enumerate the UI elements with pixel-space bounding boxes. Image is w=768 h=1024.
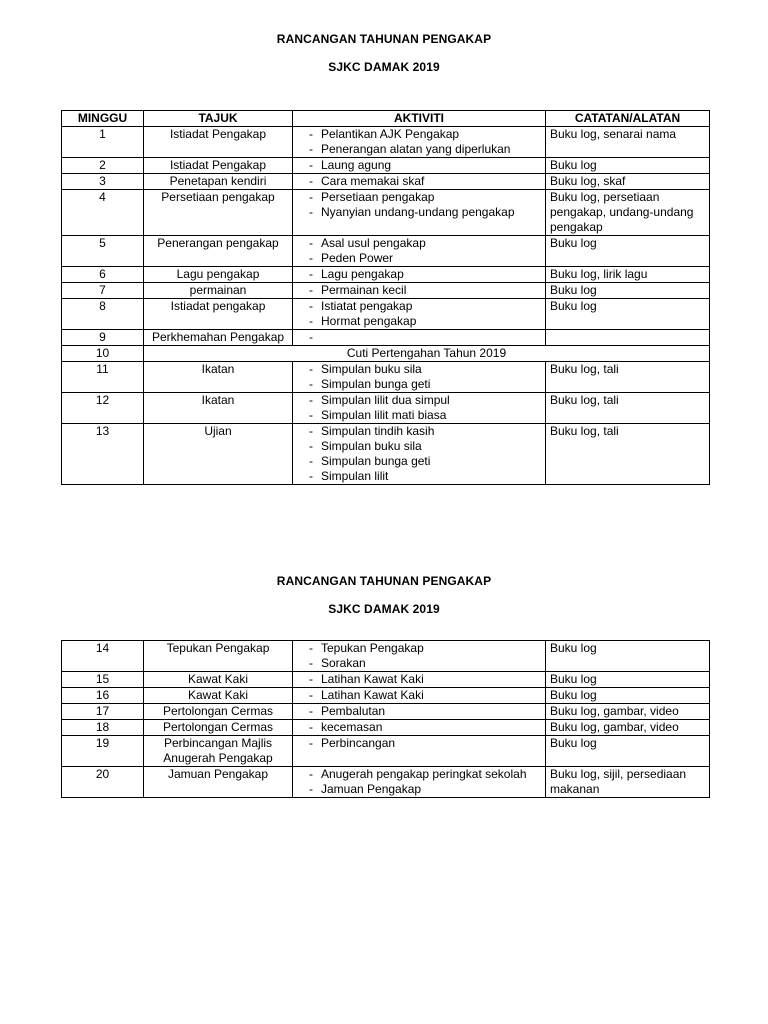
table-row [62,704,710,720]
activity-text: Perbincangan [321,736,396,750]
activity-item [297,424,541,439]
table-row [62,190,710,236]
header-tajuk: TAJUK [144,111,293,127]
activity-item [297,362,541,377]
cell-aktiviti [293,236,546,267]
cell-tajuk: Kawat Kaki [144,688,293,704]
cell-tajuk: Penetapan kendiri [144,174,293,190]
cell-tajuk: Ikatan [144,393,293,424]
table-body [62,641,710,798]
activity-item [297,393,541,408]
activity-item [297,330,541,345]
table-row [62,236,710,267]
bullet-dash: - [309,408,313,422]
cell-tajuk: Jamuan Pengakap [144,767,293,798]
cell-tajuk: Perkhemahan Pengakap [144,330,293,346]
activity-text: Permainan kecil [321,283,407,297]
table-row [62,736,710,767]
cell-minggu: 3 [62,174,144,190]
activity-item [297,251,541,266]
cell-aktiviti [293,283,546,299]
cell-catatan: Buku log [546,158,710,174]
cell-tajuk: Istiadat Pengakap [144,158,293,174]
bullet-dash: - [309,424,313,438]
bullet-dash: - [309,672,313,686]
activity-text: Pembalutan [321,704,386,718]
bullet-dash: - [309,782,313,796]
table-row [62,158,710,174]
cell-tajuk: Pertolongan Cermas [144,720,293,736]
cell-minggu: 10 [62,346,144,362]
header-aktiviti: AKTIVITI [293,111,546,127]
cell-minggu: 17 [62,704,144,720]
cell-aktiviti [293,330,546,346]
activity-item [297,142,541,157]
bullet-dash: - [309,283,313,297]
activity-text: Laung agung [321,158,392,172]
activity-item [297,283,541,298]
cell-minggu: 15 [62,672,144,688]
bullet-dash: - [309,377,313,391]
cell-tajuk: Tepukan Pengakap [144,641,293,672]
activity-item [297,236,541,251]
bullet-dash: - [309,330,313,344]
bullet-dash: - [309,393,313,407]
activity-item [297,127,541,142]
page-title: RANCANGAN TAHUNAN PENGAKAP [276,32,492,46]
cell-catatan: Buku log, gambar, video [546,720,710,736]
activity-text: Anugerah pengakap peringkat sekolah [321,767,527,781]
activity-text: Simpulan buku sila [321,439,422,453]
cell-tajuk: permainan [144,283,293,299]
bullet-dash: - [309,454,313,468]
cell-minggu: 5 [62,236,144,267]
cell-aktiviti [293,704,546,720]
cell-aktiviti [293,767,546,798]
cell-minggu: 11 [62,362,144,393]
bullet-dash: - [309,236,313,250]
activity-text: Istiatat pengakap [321,299,413,313]
activity-item [297,454,541,469]
bullet-dash: - [309,704,313,718]
activity-item [297,267,541,282]
activity-text: Latihan Kawat Kaki [321,672,424,686]
activity-text: Simpulan buku sila [321,362,422,376]
activity-item [297,641,541,656]
cell-tajuk: Istiadat pengakap [144,299,293,330]
cell-tajuk: Lagu pengakap [144,267,293,283]
bullet-dash: - [309,688,313,702]
activity-text: Cara memakai skaf [321,174,425,188]
cell-minggu: 14 [62,641,144,672]
activity-item [297,672,541,687]
activity-item [297,736,541,751]
table-row [62,672,710,688]
cell-minggu: 8 [62,299,144,330]
activity-text: Latihan Kawat Kaki [321,688,424,702]
cell-catatan: Buku log [546,736,710,767]
activity-item [297,205,541,220]
cell-catatan: Buku log, persetiaan pengakap, undang-undang pengakap [546,190,710,236]
cell-minggu: 6 [62,267,144,283]
cell-catatan: Buku log [546,688,710,704]
activity-text: Simpulan lilit [321,469,389,483]
cell-tajuk: Istiadat Pengakap [144,127,293,158]
table-row [62,346,710,362]
cell-aktiviti [293,424,546,485]
activity-item [297,767,541,782]
page-subtitle: SJKC DAMAK 2019 [328,60,440,74]
cell-merged-note: Cuti Pertengahan Tahun 2019 [144,346,710,362]
plan-table-2 [61,640,710,798]
cell-catatan: Buku log, lirik lagu [546,267,710,283]
table-row [62,330,710,346]
cell-aktiviti [293,641,546,672]
bullet-dash: - [309,641,313,655]
cell-catatan: Buku log, sijil, persediaan makanan [546,767,710,798]
activity-text: Nyanyian undang-undang pengakap [321,205,515,219]
activity-item [297,314,541,329]
bullet-dash: - [309,362,313,376]
table-body [62,127,710,485]
bullet-dash: - [309,767,313,781]
cell-aktiviti [293,736,546,767]
bullet-dash: - [309,205,313,219]
activity-text: Pelantikan AJK Pengakap [321,127,460,141]
table-row [62,767,710,798]
page-title: RANCANGAN TAHUNAN PENGAKAP [276,574,492,588]
table-row [62,299,710,330]
cell-catatan: Buku log, tali [546,362,710,393]
activity-text: Jamuan Pengakap [321,782,422,796]
cell-tajuk: Pertolongan Cermas [144,704,293,720]
activity-text: Simpulan lilit dua simpul [321,393,450,407]
cell-catatan: Buku log [546,283,710,299]
cell-minggu: 9 [62,330,144,346]
cell-aktiviti [293,299,546,330]
activity-item [297,782,541,797]
table-header-row [62,111,710,127]
header-minggu: MINGGU [62,111,144,127]
activity-item [297,656,541,671]
activity-item [297,469,541,484]
activity-text: Simpulan tindih kasih [321,424,435,438]
header-catatan: CATATAN/ALATAN [546,111,710,127]
cell-catatan: Buku log, senarai nama [546,127,710,158]
cell-aktiviti [293,267,546,283]
cell-catatan: Buku log [546,236,710,267]
table-row [62,127,710,158]
table-row [62,688,710,704]
activity-item [297,377,541,392]
cell-catatan: Buku log, gambar, video [546,704,710,720]
cell-catatan: Buku log, tali [546,424,710,485]
activity-item [297,704,541,719]
cell-aktiviti [293,393,546,424]
table-row [62,424,710,485]
activity-text: Sorakan [321,656,366,670]
activity-text: Simpulan lilit mati biasa [321,408,447,422]
activity-text: Asal usul pengakap [321,236,426,250]
bullet-dash: - [309,299,313,313]
bullet-dash: - [309,174,313,188]
activity-item [297,408,541,423]
bullet-dash: - [309,127,313,141]
cell-minggu: 12 [62,393,144,424]
cell-minggu: 16 [62,688,144,704]
cell-aktiviti [293,362,546,393]
bullet-dash: - [309,469,313,483]
cell-minggu: 4 [62,190,144,236]
activity-item [297,720,541,735]
activity-item [297,174,541,189]
cell-tajuk: Ujian [144,424,293,485]
cell-minggu: 13 [62,424,144,485]
cell-aktiviti [293,190,546,236]
cell-catatan: Buku log, skaf [546,174,710,190]
cell-catatan [546,330,710,346]
bullet-dash: - [309,439,313,453]
cell-minggu: 2 [62,158,144,174]
cell-aktiviti [293,127,546,158]
cell-tajuk: Kawat Kaki [144,672,293,688]
cell-tajuk: Ikatan [144,362,293,393]
cell-minggu: 7 [62,283,144,299]
bullet-dash: - [309,314,313,328]
cell-minggu: 18 [62,720,144,736]
table-row [62,720,710,736]
cell-tajuk: Persetiaan pengakap [144,190,293,236]
activity-text: Simpulan bunga geti [321,454,431,468]
activity-item [297,439,541,454]
activity-text: Lagu pengakap [321,267,404,281]
cell-aktiviti [293,672,546,688]
cell-aktiviti [293,158,546,174]
bullet-dash: - [309,142,313,156]
activity-text: Tepukan Pengakap [321,641,424,655]
activity-text: Persetiaan pengakap [321,190,435,204]
bullet-dash: - [309,251,313,265]
bullet-dash: - [309,190,313,204]
table-row [62,393,710,424]
cell-catatan: Buku log, tali [546,393,710,424]
cell-tajuk: Perbincangan Majlis Anugerah Pengakap [144,736,293,767]
cell-minggu: 20 [62,767,144,798]
cell-catatan: Buku log [546,672,710,688]
cell-aktiviti [293,720,546,736]
bullet-dash: - [309,720,313,734]
activity-text: Hormat pengakap [321,314,417,328]
table-row [62,641,710,672]
bullet-dash: - [309,736,313,750]
activity-text: Peden Power [321,251,394,265]
cell-catatan: Buku log [546,641,710,672]
cell-catatan: Buku log [546,299,710,330]
plan-table-1 [61,110,710,485]
cell-aktiviti [293,688,546,704]
bullet-dash: - [309,656,313,670]
activity-item [297,158,541,173]
activity-item [297,190,541,205]
table-row [62,267,710,283]
activity-text: Simpulan bunga geti [321,377,431,391]
cell-aktiviti [293,174,546,190]
activity-item [297,688,541,703]
cell-minggu: 1 [62,127,144,158]
bullet-dash: - [309,158,313,172]
bullet-dash: - [309,267,313,281]
activity-text [321,330,541,345]
table-row [62,174,710,190]
page-subtitle: SJKC DAMAK 2019 [328,602,440,616]
cell-tajuk: Penerangan pengakap [144,236,293,267]
table-row [62,362,710,393]
cell-minggu: 19 [62,736,144,767]
activity-item [297,299,541,314]
activity-text: Penerangan alatan yang diperlukan [321,142,511,156]
table-row [62,283,710,299]
activity-text: kecemasan [321,720,383,734]
